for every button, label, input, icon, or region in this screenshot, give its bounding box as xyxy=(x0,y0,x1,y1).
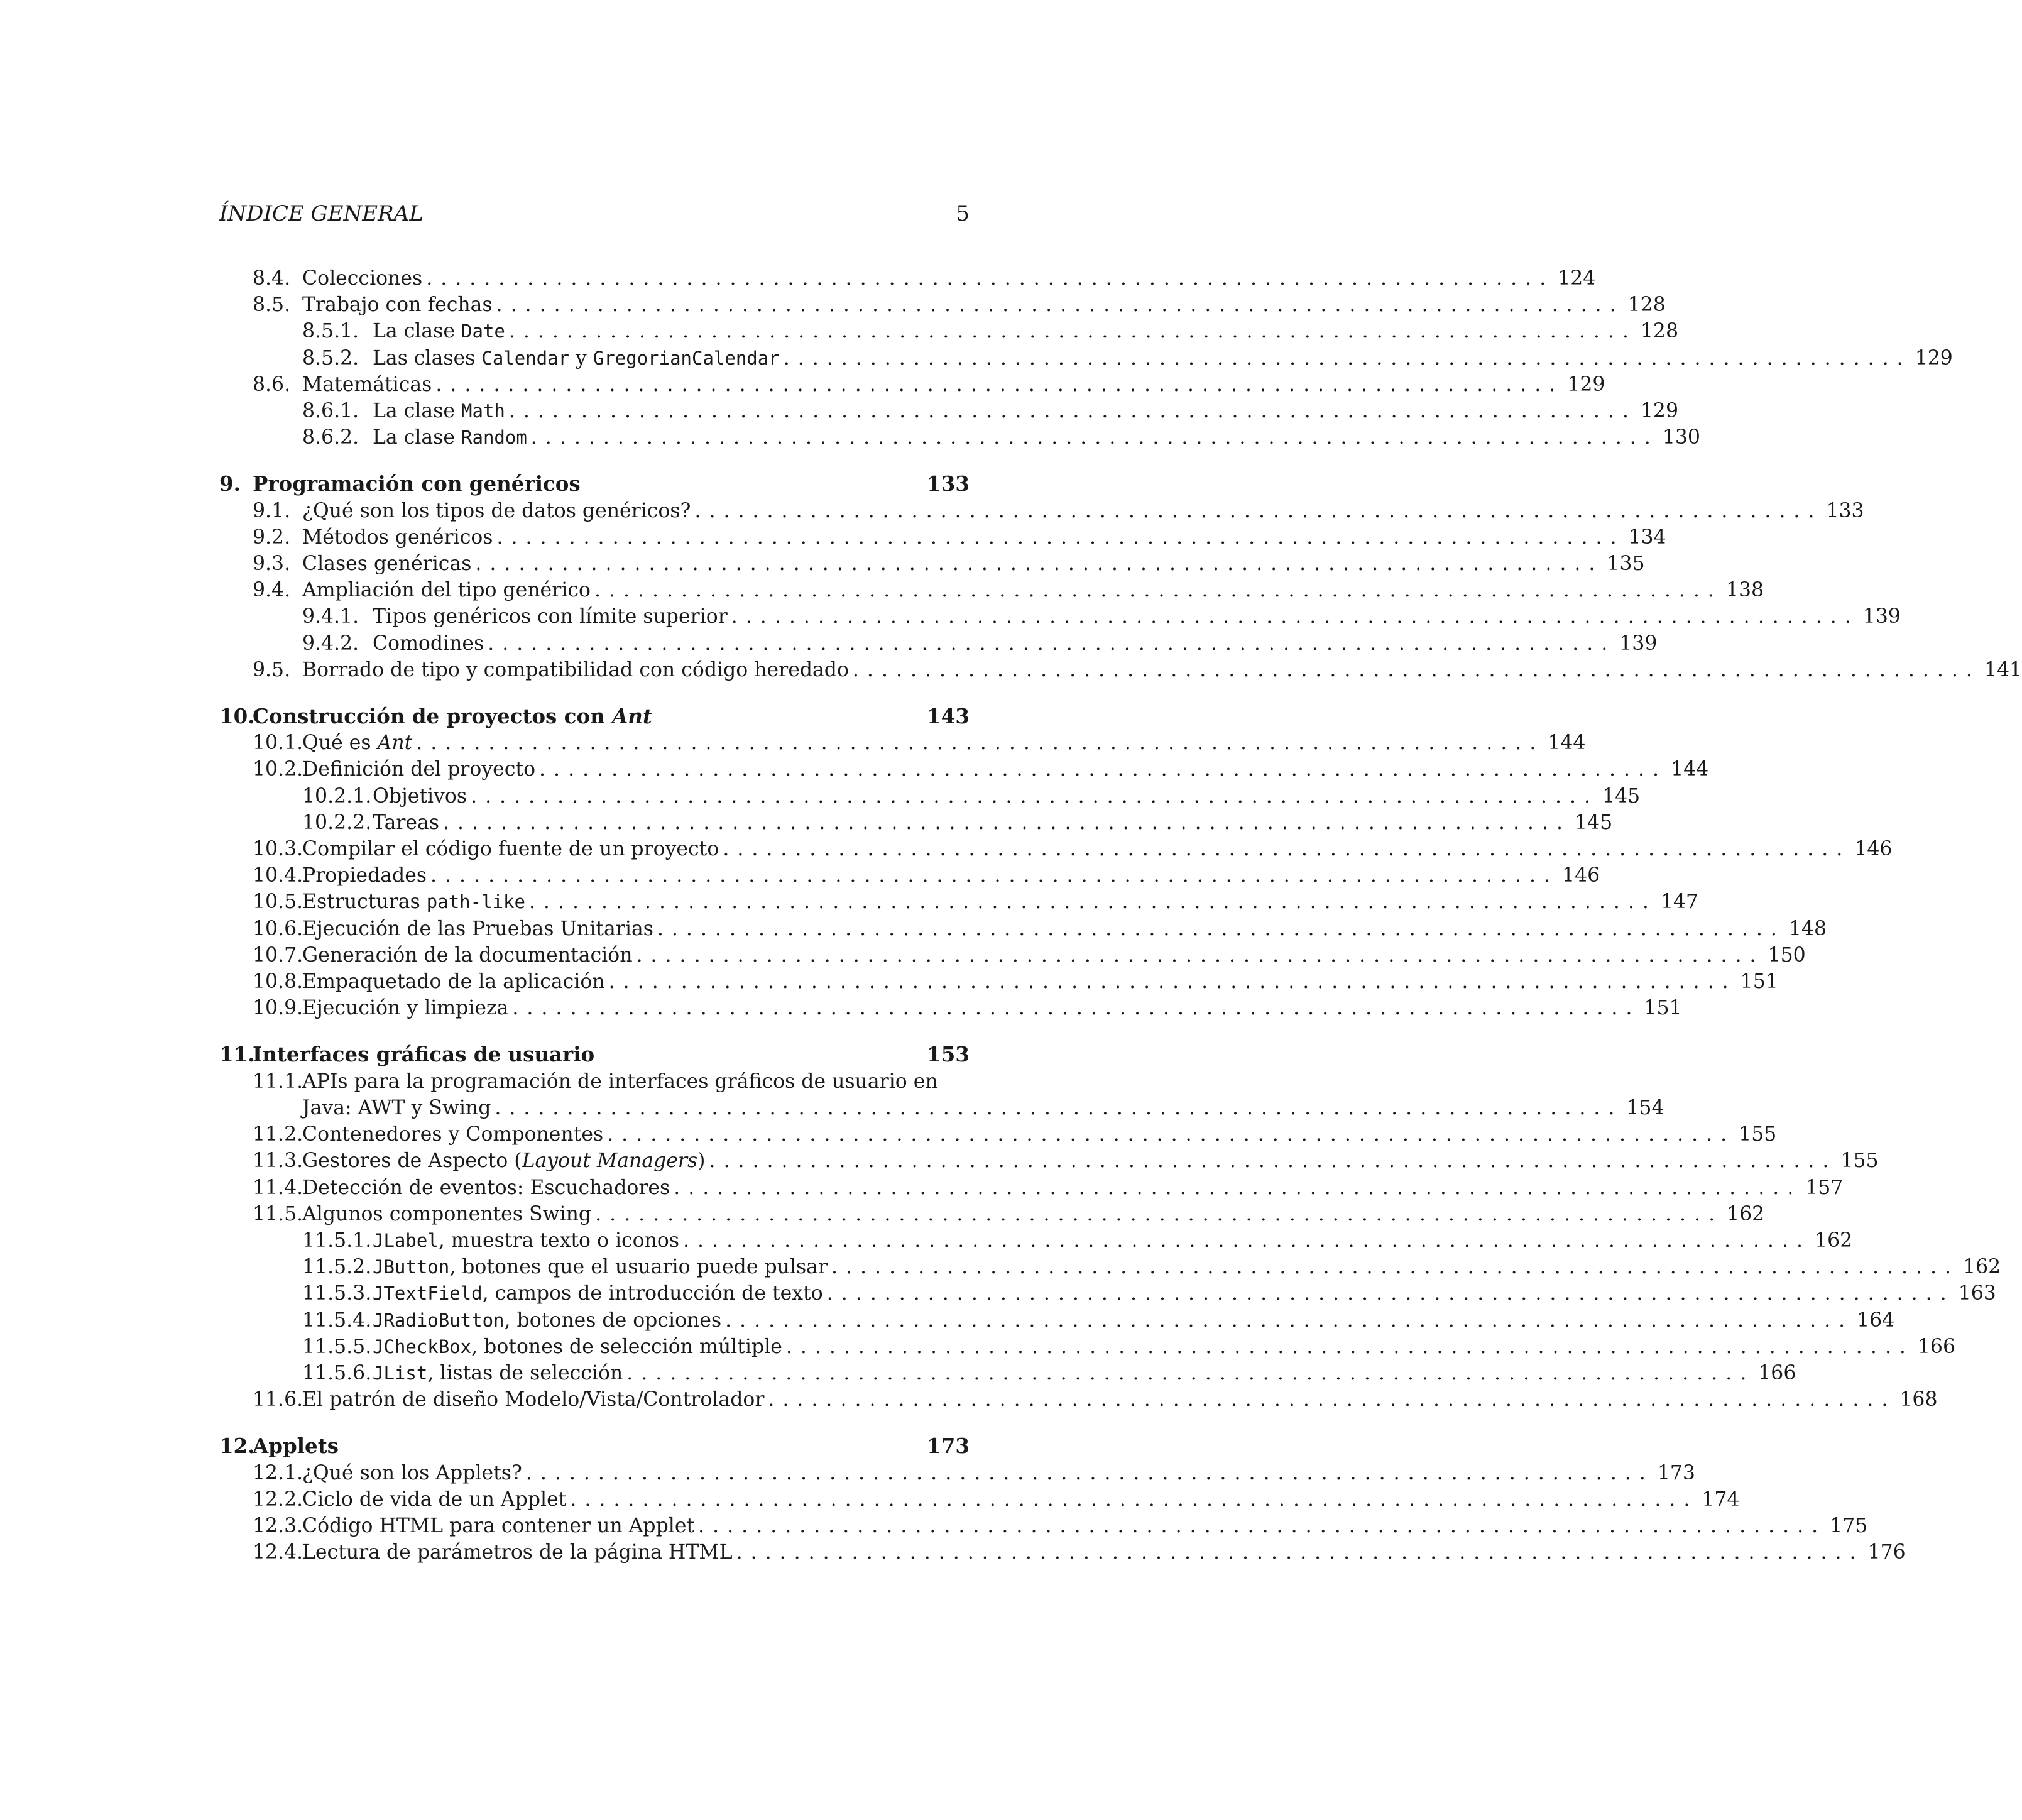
dot-leader: .............................................................................. xyxy=(539,758,1668,781)
toc-entry[interactable] xyxy=(219,756,1709,782)
entry-page: 144 xyxy=(1548,732,1586,755)
dot-leader: .............................................................................. xyxy=(488,632,1616,655)
entry-page: 175 xyxy=(1830,1514,1868,1537)
dot-leader: .............................................................................. xyxy=(496,293,1624,317)
entry-title: Lectura de parámetros de la página HTML xyxy=(302,1541,733,1564)
dot-leader: .............................................................................. xyxy=(736,1541,1864,1564)
dot-leader: .............................................................................. xyxy=(831,1256,1960,1279)
toc-entry[interactable] xyxy=(219,1121,1777,1148)
dot-leader: .............................................................................. xyxy=(731,605,1859,628)
dot-leader: .............................................................................. xyxy=(528,891,1657,914)
entry-page: 166 xyxy=(1758,1361,1796,1384)
toc-entry[interactable] xyxy=(219,398,1679,424)
entry-title: Tareas xyxy=(373,811,439,834)
toc-entry[interactable] xyxy=(219,1307,1895,1334)
entry-number: 10.3. xyxy=(253,838,303,861)
entry-page: 155 xyxy=(1739,1123,1777,1146)
entry-number: 11.5.6. xyxy=(302,1361,372,1384)
toc-chapter[interactable] xyxy=(219,703,970,730)
chapter-number: 10. xyxy=(219,704,255,729)
dot-leader: .............................................................................. xyxy=(783,346,1911,370)
entry-number: 9.2. xyxy=(253,525,291,549)
chapter-page: 153 xyxy=(927,1042,970,1067)
entry-page: 147 xyxy=(1660,891,1699,914)
entry-title: JLabel, muestra texto o iconos xyxy=(373,1229,680,1252)
entry-page: 154 xyxy=(1626,1096,1664,1119)
entry-number: 8.6.1. xyxy=(302,400,359,423)
entry-title: JButton, botones que el usuario puede pulsar xyxy=(373,1256,828,1279)
entry-title: Estructuras path-like xyxy=(302,891,525,914)
entry-number: 11.5.2. xyxy=(302,1256,372,1279)
toc-entry-continuation[interactable] xyxy=(219,1095,1664,1121)
entry-number: 10.1. xyxy=(253,732,303,755)
header-page-number: 5 xyxy=(956,201,970,226)
toc-entry[interactable] xyxy=(219,345,1953,371)
entry-page: 151 xyxy=(1644,997,1682,1020)
entry-title: Contenedores y Componentes xyxy=(302,1123,604,1146)
entry-title: Métodos genéricos xyxy=(302,525,493,549)
dot-leader: .............................................................................. xyxy=(626,1361,1755,1384)
toc-entry[interactable] xyxy=(219,942,1806,968)
entry-number: 10.6. xyxy=(253,917,303,940)
entry-title: JRadioButton, botones de opciones xyxy=(373,1308,722,1332)
entry-title: Trabajo con fechas xyxy=(302,293,493,317)
entry-page: 145 xyxy=(1575,811,1613,834)
toc-chapter[interactable] xyxy=(219,471,970,497)
entry-page: 130 xyxy=(1662,426,1700,449)
entry-number: 10.2. xyxy=(253,758,303,781)
entry-number: 8.5. xyxy=(253,293,291,317)
entry-number: 11.5.5. xyxy=(302,1335,372,1358)
entry-number: 9.5. xyxy=(253,658,291,681)
entry-title: Detección de eventos: Escuchadores xyxy=(302,1176,670,1199)
toc-entry[interactable] xyxy=(219,292,1666,318)
entry-number: 10.2.1. xyxy=(302,784,372,808)
dot-leader: .............................................................................. xyxy=(570,1488,1698,1511)
dot-leader: .............................................................................. xyxy=(530,426,1659,449)
entry-page: 162 xyxy=(1815,1229,1853,1252)
entry-title: Compilar el código fuente de un proyecto xyxy=(302,838,719,861)
entry-number: 9.4.2. xyxy=(302,632,359,655)
dot-leader: .............................................................................. xyxy=(694,499,1823,522)
dot-leader: .............................................................................. xyxy=(683,1229,1812,1252)
entry-number: 10.7. xyxy=(253,943,303,967)
entry-page: 139 xyxy=(1862,605,1901,628)
toc-entry[interactable] xyxy=(219,783,1641,809)
entry-title: Ampliación del tipo genérico xyxy=(302,579,591,602)
entry-title: ¿Qué son los Applets? xyxy=(302,1461,522,1484)
dot-leader: .............................................................................. xyxy=(636,943,1764,967)
dot-leader: .............................................................................. xyxy=(416,732,1544,755)
dot-leader: .............................................................................. xyxy=(508,400,1637,423)
toc-entry[interactable] xyxy=(219,1254,2001,1280)
entry-number: 12.1. xyxy=(253,1461,303,1484)
entry-page: 124 xyxy=(1558,267,1596,290)
dot-leader: .............................................................................. xyxy=(674,1176,1802,1199)
entry-page: 148 xyxy=(1788,917,1827,940)
dot-leader: .............................................................................. xyxy=(525,1461,1654,1484)
entry-page: 157 xyxy=(1805,1176,1844,1199)
toc-entry[interactable] xyxy=(219,318,1679,344)
toc-entry[interactable] xyxy=(219,730,1586,756)
entry-page: 129 xyxy=(1915,346,1953,370)
chapter-page: 133 xyxy=(927,471,970,496)
entry-page: 162 xyxy=(1963,1256,2001,1279)
chapter-page: 143 xyxy=(927,704,970,729)
entry-number: 11.5.4. xyxy=(302,1308,372,1332)
entry-number: 9.4.1. xyxy=(302,605,359,628)
entry-page: 166 xyxy=(1917,1335,1955,1358)
dot-leader: .............................................................................. xyxy=(475,552,1604,576)
entry-title: Empaquetado de la aplicación xyxy=(302,970,605,994)
toc-entry[interactable] xyxy=(219,1148,1879,1174)
toc-entry[interactable] xyxy=(219,1175,1844,1201)
entry-title: Código HTML para contener un Applet xyxy=(302,1514,695,1537)
toc-entry[interactable] xyxy=(219,968,1778,995)
entry-page: 155 xyxy=(1840,1149,1879,1173)
entry-number: 10.4. xyxy=(253,864,303,887)
toc-chapter[interactable] xyxy=(219,1433,970,1459)
entry-page: 139 xyxy=(1619,632,1658,655)
entry-number: 11.5.1. xyxy=(302,1229,372,1252)
entry-number: 11.1. xyxy=(253,1070,303,1093)
entry-page: 135 xyxy=(1607,552,1645,576)
entry-title: JTextField, campos de introducción de texto xyxy=(373,1282,823,1305)
toc-entry[interactable] xyxy=(219,524,1666,551)
entry-title: Qué es Ant xyxy=(302,732,413,755)
chapter-page: 173 xyxy=(927,1434,970,1459)
entry-page: 134 xyxy=(1628,525,1666,549)
toc-entry[interactable] xyxy=(219,995,1682,1021)
entry-title: APIs para la programación de interfaces gráficos de usuario en xyxy=(302,1070,938,1093)
dot-leader: .............................................................................. xyxy=(594,579,1722,602)
entry-title: Propiedades xyxy=(302,864,427,887)
entry-page: 128 xyxy=(1627,293,1666,317)
entry-title: Matemáticas xyxy=(302,373,432,396)
toc-entry[interactable] xyxy=(219,836,1893,862)
chapter-title: Interfaces gráficas de usuario xyxy=(253,1042,595,1067)
entry-number: 8.4. xyxy=(253,267,291,290)
dot-leader: .............................................................................. xyxy=(443,811,1571,834)
running-header xyxy=(219,201,970,239)
dot-leader: .............................................................................. xyxy=(826,1282,1955,1305)
entry-page: 164 xyxy=(1857,1308,1895,1332)
dot-leader: .............................................................................. xyxy=(608,970,1737,994)
entry-title: Ciclo de vida de un Applet xyxy=(302,1488,567,1511)
entry-title: La clase Date xyxy=(373,320,505,343)
table-of-contents xyxy=(219,265,2022,1565)
entry-page: 151 xyxy=(1740,970,1778,994)
entry-page: 173 xyxy=(1657,1461,1695,1484)
dot-leader: .............................................................................. xyxy=(496,525,1625,549)
toc-entry[interactable] xyxy=(219,371,1605,398)
dot-leader: .............................................................................. xyxy=(595,1202,1724,1225)
entry-title: Definición del proyecto xyxy=(302,758,536,781)
dot-leader: .............................................................................. xyxy=(471,784,1599,808)
toc-entry[interactable] xyxy=(219,498,1864,524)
entry-number: 12.2. xyxy=(253,1488,303,1511)
entry-page: 129 xyxy=(1567,373,1605,396)
entry-title: Las clases Calendar y GregorianCalendar xyxy=(373,346,780,370)
toc-entry[interactable] xyxy=(219,1386,1938,1413)
entry-page: 162 xyxy=(1727,1202,1765,1225)
entry-title: Objetivos xyxy=(373,784,467,808)
entry-page: 145 xyxy=(1602,784,1641,808)
entry-page: 129 xyxy=(1640,400,1679,423)
toc-entry[interactable] xyxy=(219,424,1700,451)
toc-entry[interactable] xyxy=(219,809,1613,836)
dot-leader: .............................................................................. xyxy=(426,267,1555,290)
toc-entry[interactable] xyxy=(219,657,2022,683)
toc-entry[interactable] xyxy=(219,1280,1996,1307)
toc-entry[interactable] xyxy=(219,1334,1955,1360)
chapter-title: Programación con genéricos xyxy=(253,471,581,496)
entry-title: La clase Math xyxy=(373,400,505,423)
toc-entry[interactable] xyxy=(219,1360,1796,1386)
chapter-number: 11. xyxy=(219,1042,255,1067)
toc-chapter[interactable] xyxy=(219,1041,970,1068)
entry-title: Gestores de Aspecto (Layout Managers) xyxy=(302,1149,706,1173)
entry-number: 11.3. xyxy=(253,1149,303,1173)
entry-number: 10.8. xyxy=(253,970,303,994)
document-page xyxy=(219,201,2022,1565)
entry-title: Comodines xyxy=(373,632,484,655)
entry-number: 11.5. xyxy=(253,1202,303,1225)
chapter-title: Applets xyxy=(253,1434,339,1459)
entry-page: 138 xyxy=(1725,579,1764,602)
dot-leader: .............................................................................. xyxy=(725,1308,1854,1332)
dot-leader: .............................................................................. xyxy=(723,838,1851,861)
entry-number: 8.6.2. xyxy=(302,426,359,449)
toc-entry[interactable] xyxy=(219,551,1645,577)
dot-leader: .............................................................................. xyxy=(657,917,1785,940)
dot-leader: .............................................................................. xyxy=(852,658,1981,681)
entry-title: Borrado de tipo y compatibilidad con código heredado xyxy=(302,658,849,681)
entry-number: 8.5.2. xyxy=(302,346,359,370)
toc-entry[interactable] xyxy=(219,265,1596,292)
entry-number: 11.5.3. xyxy=(302,1282,372,1305)
dot-leader: .............................................................................. xyxy=(495,1096,1623,1119)
chapter-title: Construcción de proyectos con Ant xyxy=(253,704,652,729)
entry-title: JList, listas de selección xyxy=(373,1361,623,1384)
entry-title: Tipos genéricos con límite superior xyxy=(373,605,728,628)
toc-entry[interactable] xyxy=(219,630,1658,657)
dot-leader: .............................................................................. xyxy=(698,1514,1827,1537)
entry-number: 10.2.2. xyxy=(302,811,372,834)
toc-entry[interactable] xyxy=(219,1068,970,1095)
entry-title: Clases genéricas xyxy=(302,552,472,576)
entry-page: 146 xyxy=(1854,838,1893,861)
entry-number: 8.5.1. xyxy=(302,320,359,343)
entry-title: Ejecución y limpieza xyxy=(302,997,509,1020)
toc-entry[interactable] xyxy=(219,1539,1906,1565)
toc-entry[interactable] xyxy=(219,1201,1765,1227)
toc-entry[interactable] xyxy=(219,603,1901,630)
entry-title: Algunos componentes Swing xyxy=(302,1202,592,1225)
dot-leader: .............................................................................. xyxy=(512,997,1641,1020)
entry-number: 11.4. xyxy=(253,1176,303,1199)
entry-title: JCheckBox, botones de selección múltiple xyxy=(373,1335,782,1358)
entry-number: 9.3. xyxy=(253,552,291,576)
entry-page: 128 xyxy=(1640,320,1679,343)
entry-page: 176 xyxy=(1867,1541,1906,1564)
entry-number: 10.5. xyxy=(253,891,303,914)
toc-entry[interactable] xyxy=(219,1486,1740,1513)
entry-page: 133 xyxy=(1826,499,1864,522)
toc-entry[interactable] xyxy=(219,1227,1853,1254)
entry-page: 146 xyxy=(1562,864,1600,887)
toc-entry[interactable] xyxy=(219,1513,1868,1539)
chapter-number: 12. xyxy=(219,1434,255,1459)
entry-page: 144 xyxy=(1671,758,1709,781)
entry-number: 8.6. xyxy=(253,373,291,396)
entry-page: 174 xyxy=(1702,1488,1740,1511)
toc-entry[interactable] xyxy=(219,862,1600,889)
entry-title: ¿Qué son los tipos de datos genéricos? xyxy=(302,499,691,522)
entry-number: 9.4. xyxy=(253,579,291,602)
entry-title: La clase Random xyxy=(373,426,527,449)
dot-leader: .............................................................................. xyxy=(768,1388,1896,1412)
dot-leader: .............................................................................. xyxy=(785,1335,1914,1358)
toc-entry[interactable] xyxy=(219,916,1827,942)
entry-page: 141 xyxy=(1984,658,2022,681)
chapter-number: 9. xyxy=(219,471,241,496)
dot-leader: .............................................................................. xyxy=(508,320,1637,343)
entry-page: 163 xyxy=(1958,1282,1996,1305)
entry-number: 11.6. xyxy=(253,1388,303,1412)
entry-number: 9.1. xyxy=(253,499,291,522)
entry-number: 12.4. xyxy=(253,1541,303,1564)
entry-number: 12.3. xyxy=(253,1514,303,1537)
header-title: ÍNDICE GENERAL xyxy=(219,201,424,226)
toc-entry[interactable] xyxy=(219,1460,1695,1486)
entry-title: Colecciones xyxy=(302,267,423,290)
entry-page: 150 xyxy=(1768,943,1806,967)
entry-number: 10.9. xyxy=(253,997,303,1020)
entry-title-continuation: Java: AWT y Swing xyxy=(302,1096,491,1119)
entry-page: 168 xyxy=(1899,1388,1938,1412)
entry-title: Ejecución de las Pruebas Unitarias xyxy=(302,917,653,940)
dot-leader: .............................................................................. xyxy=(607,1123,1735,1146)
entry-number: 11.2. xyxy=(253,1123,303,1146)
dot-leader: .............................................................................. xyxy=(430,864,1559,887)
entry-title: Generación de la documentación xyxy=(302,943,633,967)
dot-leader: .............................................................................. xyxy=(435,373,1564,396)
toc-entry[interactable] xyxy=(219,577,1764,603)
dot-leader: .............................................................................. xyxy=(709,1149,1837,1173)
entry-title: El patrón de diseño Modelo/Vista/Controlador xyxy=(302,1388,765,1412)
toc-entry[interactable] xyxy=(219,889,1699,915)
